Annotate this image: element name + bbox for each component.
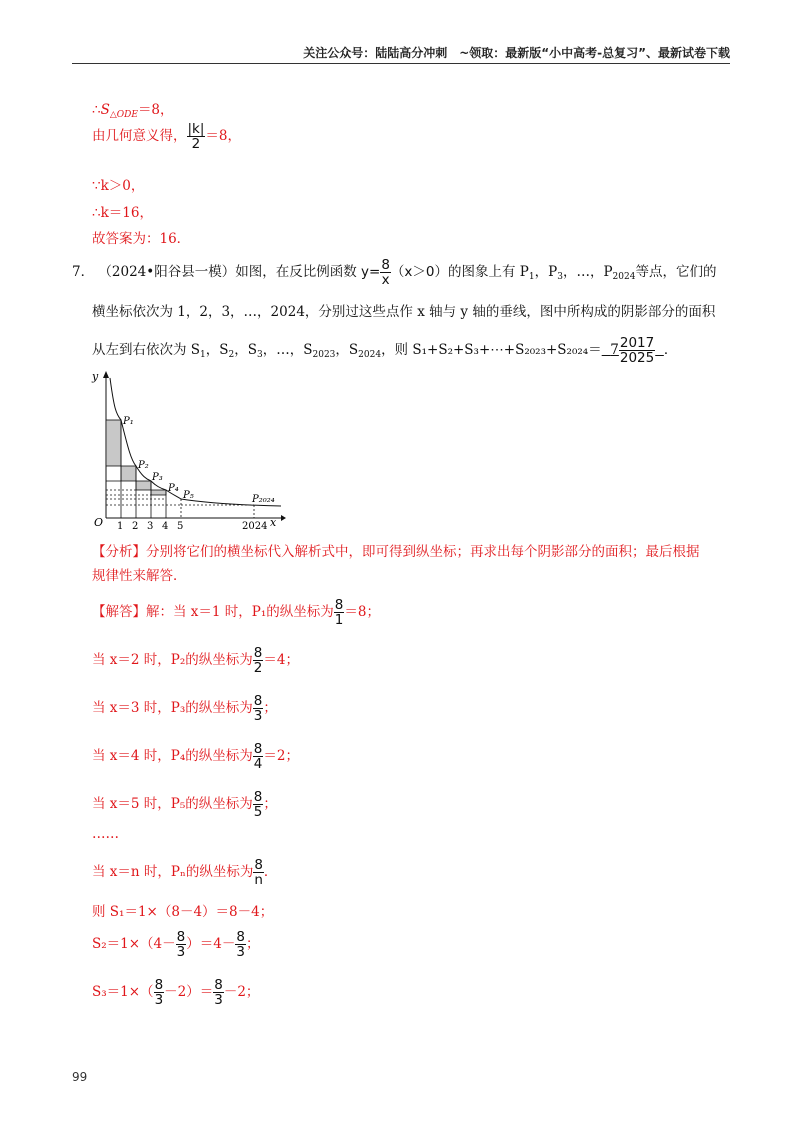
- point-label-p2: P₂: [138, 460, 149, 471]
- solution-row-n: 当 x＝n 时，Pₙ的纵坐标为 $\frac{8}{n}$ ．: [92, 857, 278, 889]
- question-line-3: 从左到右依次为 $S_1$，$S_2$，$S_3$，…，$S_{2023}$，$S_{2024}$，则 S₁+S₂+S₃+⋯+S₂₀₂₃+S₂₀₂₄＝ 7 $\frac{2017}{2025}$ ．: [92, 335, 678, 367]
- prev-line-4: ∴k＝16，: [92, 205, 153, 221]
- x-tick-1: 1: [117, 521, 124, 530]
- x-tick-2024: 2024: [242, 521, 268, 530]
- prev-line-5: 故答案为：16．: [92, 231, 191, 247]
- question-line-1: 7． （2024•阳谷县一模）如图，在反比例函数 y= $\frac{8}{x}$ （x＞0）的图象上有 $P_1$，$P_3$，…，$P_{2024}$等点，它们的: [72, 257, 717, 289]
- point-label-p2024: P₂₀₂₄: [252, 494, 275, 505]
- x-tick-4: 4: [162, 521, 169, 530]
- page-number: 99: [72, 1070, 88, 1084]
- x-tick-3: 3: [147, 521, 154, 530]
- point-label-p1: P₁: [123, 416, 134, 427]
- question-line-2: 横坐标依次为 1，2，3，…，2024，分别过这些点作 x 轴与 y 轴的垂线，图中所构成的阴影部分的面积: [92, 304, 716, 320]
- y-axis-label: y: [92, 370, 99, 383]
- solution-s1: 则 S₁＝1×（8－4）＝8－4；: [92, 904, 274, 920]
- solution-intro: 【解答】解：当 x＝1 时，P₁的纵坐标为 $\frac{8}{1}$ ＝8；: [92, 597, 380, 629]
- solution-s3: S₃＝1×（ $\frac{8}{3}$ －2）＝ $\frac{8}{3}$ －2；: [92, 977, 260, 1009]
- prev-line-3: ∵k＞0，: [92, 178, 145, 194]
- hyperbola-figure: [86, 368, 286, 530]
- point-label-p5: P₅: [183, 490, 194, 501]
- point-label-p3: P₃: [152, 472, 163, 483]
- solution-row-3: 当 x＝3 时，P₃的纵坐标为 $\frac{8}{3}$ ；: [92, 693, 277, 725]
- solution-ellipsis: ……: [92, 826, 119, 842]
- origin-label: O: [94, 516, 104, 529]
- solution-row-5: 当 x＝5 时，P₅的纵坐标为 $\frac{8}{5}$ ；: [92, 789, 277, 821]
- prev-line-1: $\therefore S_{\triangle ODE}=8$，: [92, 102, 174, 120]
- solution-row-4: 当 x＝4 时，P₄的纵坐标为 $\frac{8}{4}$ ＝2；: [92, 741, 299, 773]
- header-rule: [72, 63, 730, 64]
- answer-blank: 7 $\frac{2017}{2025}$: [610, 335, 655, 367]
- x-axis-label: x: [270, 516, 277, 529]
- x-tick-2: 2: [132, 521, 139, 530]
- point-label-p4: P₄: [168, 483, 179, 494]
- page-header: 关注公众号：陆陆高分冲刺 ~领取：最新版“小中高考-总复习”、最新试卷下载: [303, 46, 730, 60]
- prev-line-2: 由几何意义得， $\frac{|k|}{2}$ ＝8，: [92, 121, 242, 153]
- analysis-line-2: 规律性来解答．: [92, 568, 187, 584]
- analysis-line-1: 【分析】分别将它们的横坐标代入解析式中，即可得到纵坐标；再求出每个阴影部分的面积；最后根据: [92, 544, 700, 560]
- solution-s2: S₂＝1×（4－ $\frac{8}{3}$ ）＝4－ $\frac{8}{3}$ ；: [92, 929, 260, 961]
- solution-row-2: 当 x＝2 时，P₂的纵坐标为 $\frac{8}{2}$ ＝4；: [92, 645, 299, 677]
- x-tick-5: 5: [177, 521, 184, 530]
